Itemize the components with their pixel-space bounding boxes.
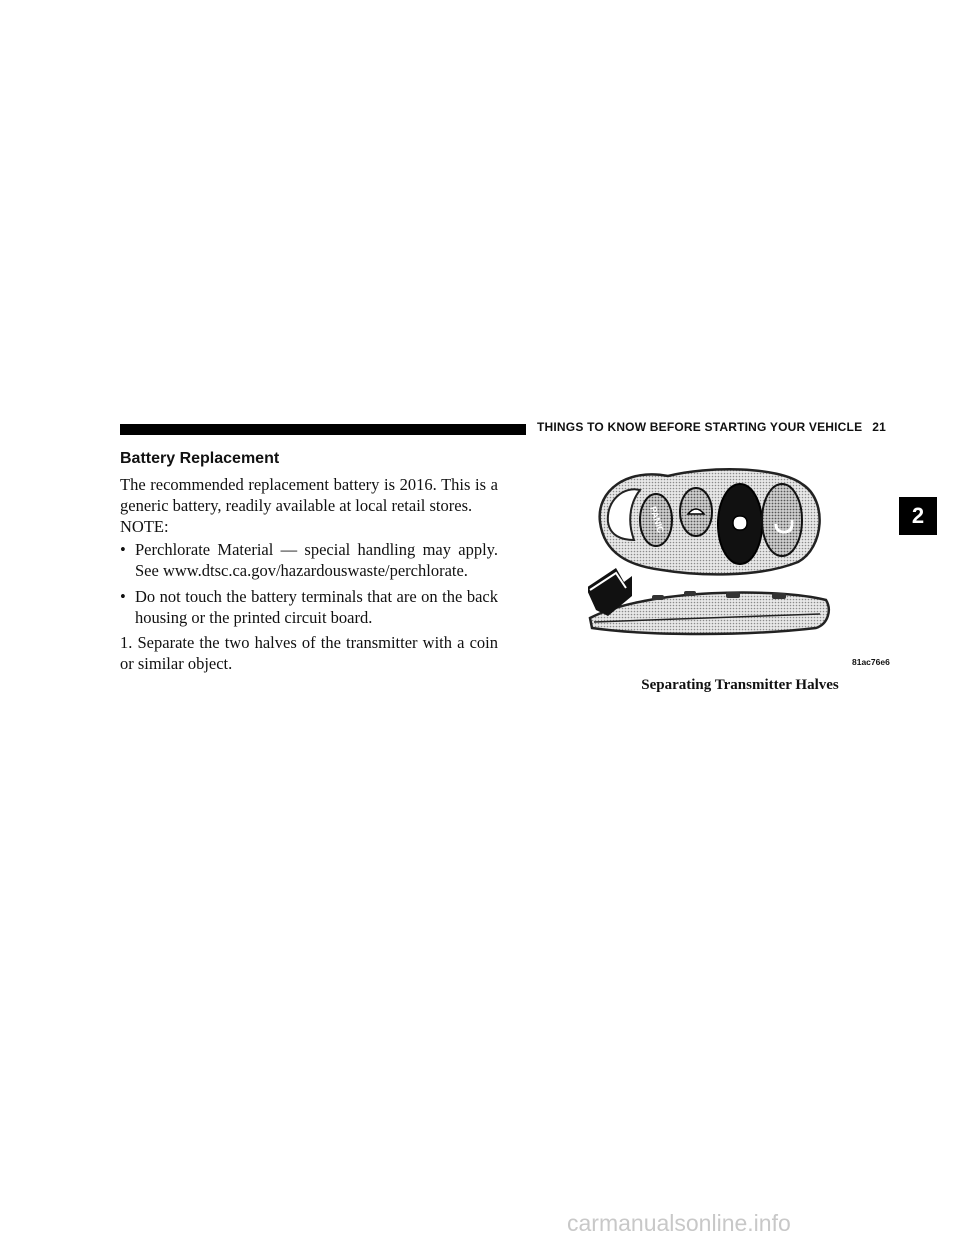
bullet-item bbox=[120, 539, 498, 581]
page-number: 21 bbox=[872, 420, 887, 434]
header-rule bbox=[120, 424, 526, 435]
bullet-dot: • bbox=[120, 540, 126, 559]
step-paragraph: 1. Separate the two halves of the transmitter with a coin or similar object. bbox=[120, 633, 498, 673]
running-title: THINGS TO KNOW BEFORE STARTING YOUR VEHICLE bbox=[537, 420, 863, 434]
chapter-tab: 2 bbox=[899, 497, 937, 535]
bullet-text: Do not touch the battery terminals that are on the back housing or the printed circuit board. bbox=[135, 587, 498, 627]
key-fob-illustration bbox=[588, 460, 834, 646]
intro-paragraph: The recommended replacement battery is 2016. This is a generic battery, readily available at local retail stores. bbox=[120, 475, 498, 515]
running-header bbox=[537, 420, 886, 434]
bullet-item bbox=[120, 586, 498, 628]
bullet-dot: • bbox=[120, 587, 126, 606]
section-title: Battery Replacement bbox=[120, 450, 280, 467]
figure-caption: Separating Transmitter Halves bbox=[641, 677, 839, 693]
note-label: NOTE: bbox=[120, 517, 169, 536]
watermark: carmanualsonline.info bbox=[567, 1210, 791, 1236]
bullet-text: Perchlorate Material — special handling may apply. See www.dtsc.ca.gov/hazardouswaste/perchlorate. bbox=[135, 540, 498, 580]
panic-button-label: PANIC bbox=[647, 505, 666, 535]
figure-code: 81ac76e6 bbox=[852, 657, 890, 667]
